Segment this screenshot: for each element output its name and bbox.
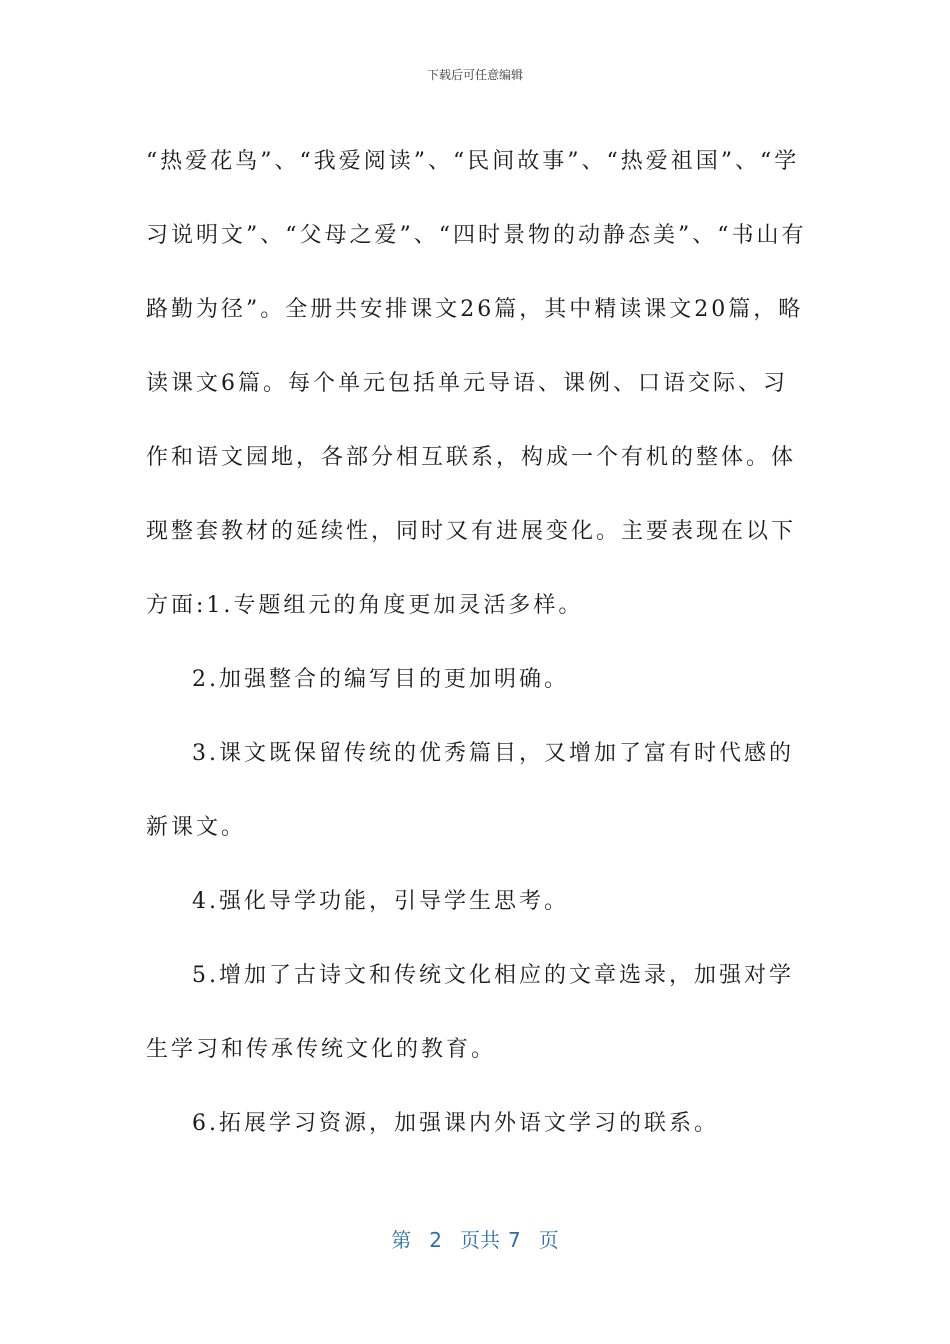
document-body [146,125,811,1161]
footer-total-pages: 7 [508,1228,521,1252]
paragraph-1: “热爱花鸟”、“我爱阅读”、“民间故事”、“热爱祖国”、“学习说明文”、“父母之爱”、“四时景物的动静态美”、“书山有路勤为径”。全册共安排课文26篇，其中精读课文20篇，略读课文6篇。每个单元包括单元导语、课例、口语交际、习作和语文园地，各部分相互联系，构成一个有机的整体。体现整套教材的延续性，同时又有进展变化。主要表现在以下方面:1.专题组元的角度更加灵活多样。 [146,149,807,618]
page-header: 下载后可任意编辑 [426,68,523,82]
paragraph-4: 4.强化导学功能，引导学生思考。 [192,889,569,914]
paragraph-6: 6.拓展学习资源，加强课内外语文学习的联系。 [192,1111,719,1136]
paragraph-3: 3.课文既保留传统的优秀篇目，又增加了富有时代感的新课文。 [146,741,794,840]
page-footer [0,1224,950,1253]
paragraph-2: 2.加强整合的编写目的更加明确。 [192,667,569,692]
footer-prefix: 第 [391,1228,412,1252]
footer-current-page: 2 [429,1228,442,1252]
footer-middle: 页共 [460,1228,500,1252]
paragraph-5: 5.增加了古诗文和传统文化相应的文章选录，加强对学生学习和传承传统文化的教育。 [146,963,794,1062]
footer-suffix: 页 [538,1228,559,1252]
